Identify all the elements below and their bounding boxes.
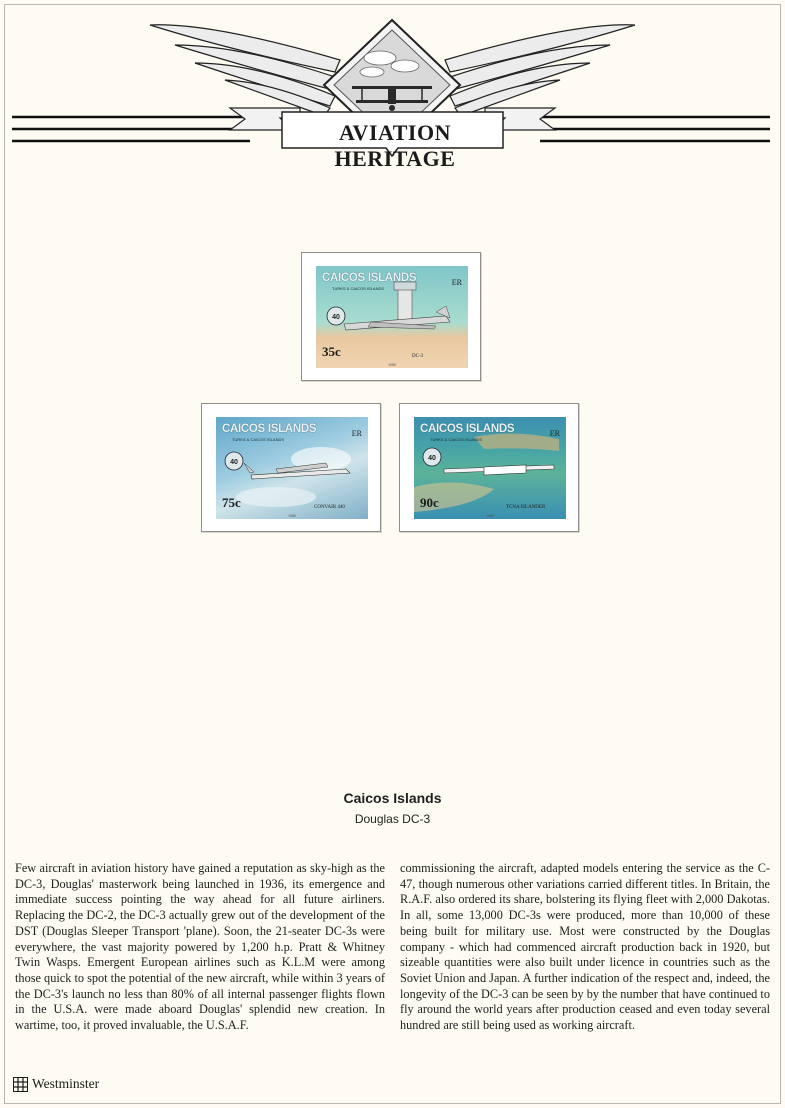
page-title: Caicos Islands: [343, 790, 442, 806]
stamp-dc3: [316, 266, 468, 368]
stamp-value: 90c: [420, 495, 439, 510]
stamp-title: CAICOS ISLANDS: [222, 423, 317, 435]
svg-text:40: 40: [332, 314, 340, 321]
stamp-mount-islander: [399, 403, 579, 532]
royal-cipher: ER: [549, 429, 560, 438]
stamp-year: 1985: [288, 514, 296, 518]
stamp-value: 35c: [322, 344, 341, 359]
svg-text:40: 40: [230, 459, 238, 466]
stamp-mount-dc3: [301, 252, 481, 381]
stamp-subtitle: TURKS & CAICOS ISLANDS: [430, 437, 483, 442]
body-text-right-column: commissioning the aircraft, adapted models entering the service as the C-47, though numerous other variations carried different titles. In Britain, the R.A.F. also ordered its share, bolstering its flying fleet with 2,000 Dakotas. In all, some 13,000 DC-3s were produced, more than 10,000 of these being built for military use. Most were constructed by the Douglas company - which had commenced aircraft production back in 1920, but sizeable quantities were also built under licence in countries such as the Soviet Union and Japan. A further indication of the respect and, indeed, the longevity of the DC-3 can be seen by by the number that have continued to fly around the world years after production ceased and even today several hundred are still being used as working aircraft.: [400, 861, 770, 1033]
stamp-value: 75c: [222, 495, 241, 510]
body-text-left-column: Few aircraft in aviation history have gained a reputation as sky-high as the DC-3, Douglas' masterwork being launched in 1936, its emergence and immediate success pointing the way ahead for all future airliners. Replacing the DC-2, the DC-3 actually grew out of the development of the DST (Douglas Sleeper Transport 'plane). Soon, the 21-seater DC-3s were everywhere, the vast majority powered by 1,200 h.p. Pratt & Whitney Twin Wasps. Emergent European airlines such as K.L.M were among those quick to spot the potential of the new aircraft, while within 3 years of the DC-3's launch no less than 80% of all internal passenger flights flown in the U.S.A. were made aboard Douglas' splendid new creation. In wartime, too, it proved invaluable, the U.S.A.F.: [15, 861, 385, 1033]
stamp-year: 1985: [388, 363, 396, 367]
westminster-logo-icon: [13, 1077, 28, 1092]
stamp-subtitle: TURKS & CAICOS ISLANDS: [232, 437, 285, 442]
banner-title: AVIATION HERITAGE: [334, 120, 456, 171]
publisher-name: Westminster: [32, 1076, 100, 1091]
stamp-title: CAICOS ISLANDS: [322, 272, 417, 284]
stamp-title: CAICOS ISLANDS: [420, 423, 515, 435]
stamp-year: 1985: [486, 514, 494, 518]
publisher-footer: [13, 1076, 99, 1092]
stamp-aircraft-name: TCNA ISLANDER: [506, 505, 546, 510]
royal-cipher: ER: [351, 429, 362, 438]
stamp-subtitle: TURKS & CAICOS ISLANDS: [332, 286, 385, 291]
page-subtitle: Douglas DC-3: [354, 812, 431, 826]
aviation-heritage-header: [0, 0, 785, 170]
royal-cipher: ER: [451, 278, 462, 287]
stamp-aircraft-name: DC-3: [412, 354, 424, 359]
svg-text:40: 40: [428, 455, 436, 462]
stamp-tcna-islander: [414, 417, 566, 519]
stamp-mount-convair: [201, 403, 381, 532]
stamp-convair-440: [216, 417, 368, 519]
stamp-aircraft-name: CONVAIR 440: [314, 505, 345, 510]
